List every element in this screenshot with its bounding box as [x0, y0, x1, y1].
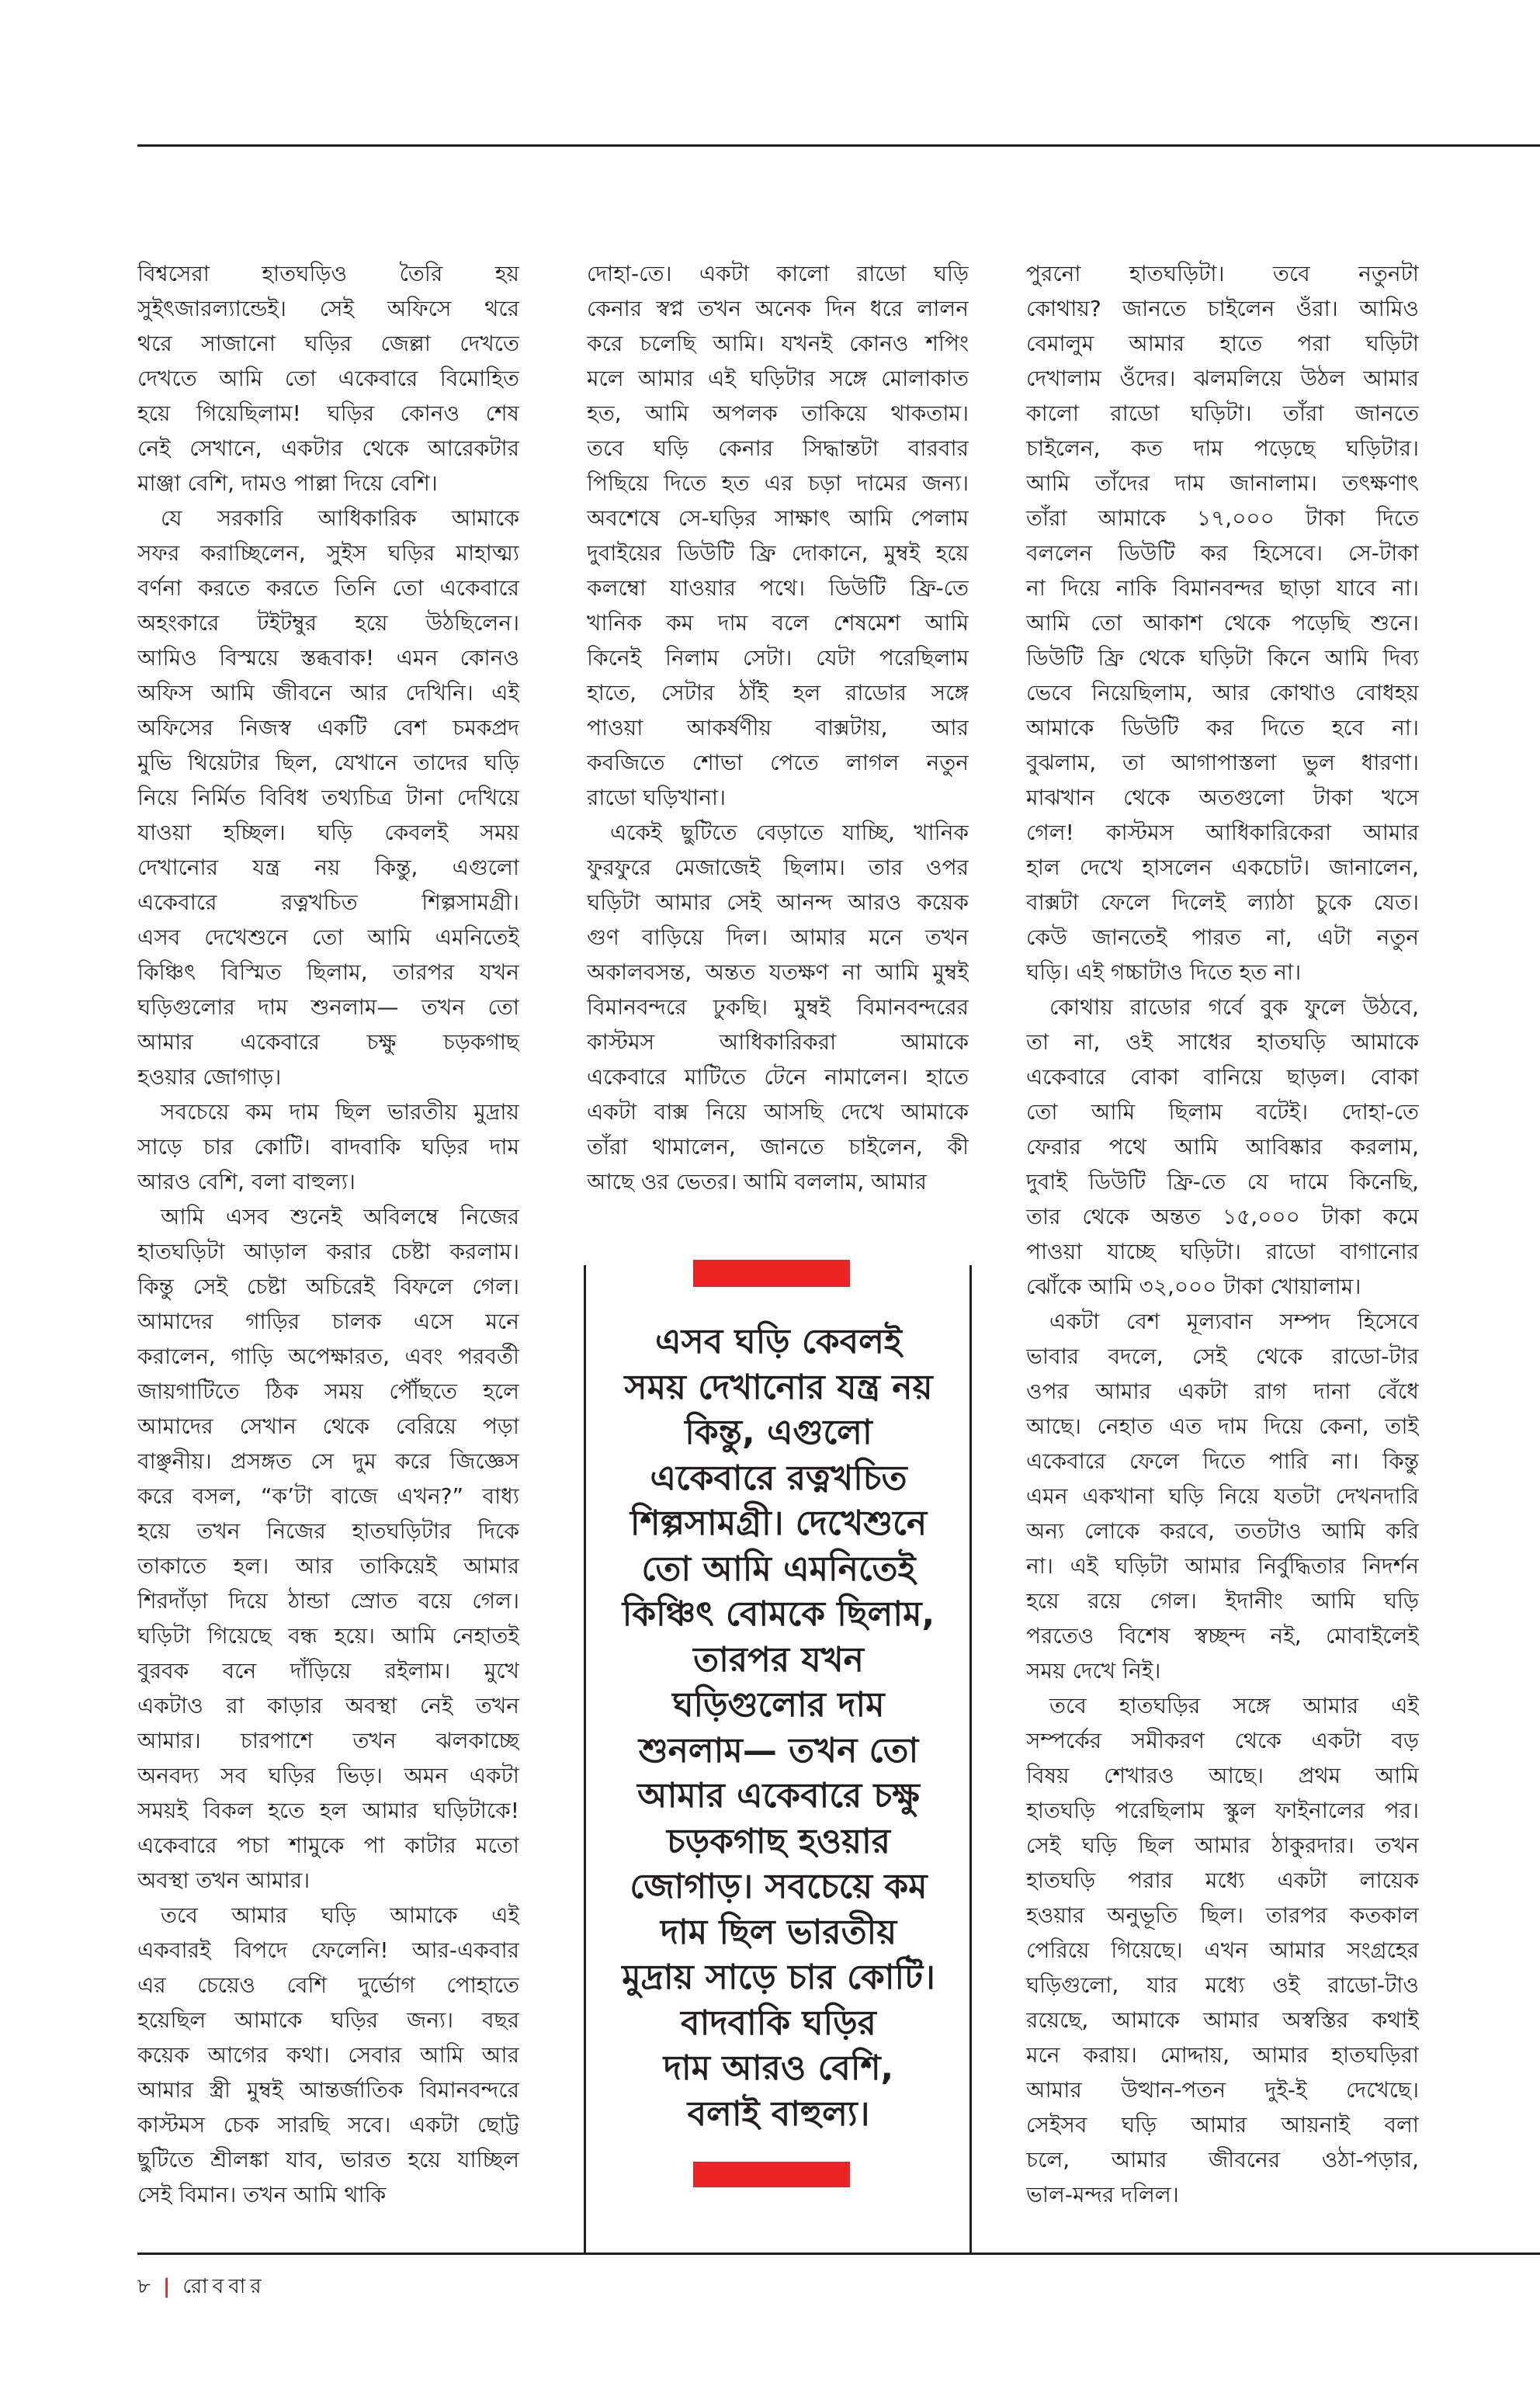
pull-quote-line: তারপর যখন — [693, 1639, 864, 1680]
text-line: জায়গাটিতে ঠিক সময় পৌঁছতে হলে — [137, 1379, 519, 1404]
text-line: ঘড়ি। এই গচ্চাটাও দিতে হত না। — [1026, 959, 1302, 985]
pull-quote-line: ঘড়িগুলোর দাম — [672, 1685, 885, 1725]
text-line: হাল দেখে হাসলেন একচোট। জানালেন, — [1026, 855, 1419, 880]
text-line: হয়ে তখন নিজের হাতঘড়িটার দিকে — [137, 1518, 519, 1544]
text-line: কিঞ্চিৎ বিস্মিত ছিলাম, তারপর যখন — [137, 959, 519, 985]
text-line: মনে করায়। মোদ্দায়, আমার হাতঘড়িরা — [1026, 2042, 1419, 2068]
text-line: ওপর আমার একটা রাগ দানা বেঁধে — [1026, 1379, 1419, 1404]
text-line: দেখালাম ওঁদের। ঝলমলিয়ে উঠল আমার — [1026, 366, 1419, 391]
text-line: একেবারে বোকা বানিয়ে ছাড়ল। বোকা — [1026, 1064, 1419, 1090]
text-line: পাওয়া আকর্ষণীয় বাক্সটায়, আর — [587, 715, 969, 740]
text-line: এমন একখানা ঘড়ি নিয়ে যতটা দেখনদারি — [1026, 1483, 1419, 1509]
text-line: তবে হাতঘড়ির সঙ্গে আমার এই — [1049, 1693, 1419, 1718]
text-line: বিশ্বসেরা হাতঘড়িও তৈরি হয় — [137, 261, 519, 286]
text-line: রয়েছে, আমাকে আমার অস্বস্তির কথাই — [1026, 2007, 1419, 2033]
text-line: অকালবসন্ত, অন্তত যতক্ষণ না আমি মুম্বই — [587, 959, 969, 985]
text-line: বাঞ্ছনীয়। প্রসঙ্গত সে দুম করে জিজ্ঞেস — [137, 1448, 519, 1474]
text-line: ভেবে নিয়েছিলাম, আর কোথাও বোধহয় — [1026, 680, 1419, 706]
text-line: আমি তো আকাশ থেকে পড়েছি শুনে। — [1026, 610, 1419, 636]
page-footer — [137, 2270, 266, 2305]
text-line: এসব দেখেশুনে তো আমি এমনিতেই — [137, 924, 519, 950]
text-line: ছুটিতে শ্রীলঙ্কা যাব, ভারত হয়ে যাচ্ছিল — [137, 2147, 519, 2173]
text-line: তাঁরা থামালেন, জানতে চাইলেন, কী — [587, 1134, 969, 1160]
text-line: থরে সাজানো ঘড়ির জেল্লা দেখতে — [137, 331, 519, 356]
article-column-3 — [1026, 256, 1419, 2212]
text-line: খানিক কম দাম বলে শেষমেশ আমি — [587, 610, 969, 636]
pull-quote-line: জোগাড়। সবচেয়ে কম — [630, 1867, 928, 1906]
text-line: কেউ জানতেই পারত না, এটা নতুন — [1026, 924, 1419, 950]
text-line: বর্ণনা করতে করতে তিনি তো একেবারে — [137, 575, 519, 601]
article-column-2 — [587, 256, 969, 1199]
text-line: কাস্টমস চেক সারছি সবে। একটা ছোট্ট — [137, 2112, 519, 2138]
text-line: গুণ বাড়িয়ে দিল। আমার মনে তখন — [587, 924, 969, 950]
text-line: হয়ে রয়ে গেল। ইদানীং আমি ঘড়ি — [1026, 1588, 1419, 1614]
pull-quote-line: শুনলাম— তখন তো — [638, 1730, 919, 1770]
pull-quote-line: আমার একেবারে চক্ষু — [637, 1776, 920, 1816]
text-line: তবে ঘড়ি কেনার সিদ্ধান্তটা বারবার — [587, 435, 969, 461]
text-line: সম্পর্কের সমীকরণ থেকে একটা বড় — [1026, 1728, 1419, 1753]
text-line: অবশেষে সে-ঘড়ির সাক্ষাৎ আমি পেলাম — [587, 505, 969, 531]
text-line: ফেরার পথে আমি আবিষ্কার করলাম, — [1026, 1134, 1419, 1160]
text-line: বুরবক বনে দাঁড়িয়ে রইলাম। মুখে — [137, 1658, 519, 1684]
pull-quote — [590, 1320, 967, 2137]
text-line: ডিউটি ফ্রি থেকে ঘড়িটা কিনে আমি দিব্য — [1026, 645, 1419, 671]
text-line: কলম্বো যাওয়ার পথে। ডিউটি ফ্রি-তে — [587, 575, 969, 601]
text-line: ফুরফুরে মেজাজেই ছিলাম। তার ওপর — [587, 855, 969, 880]
text-line: কাস্টমস আধিকারিকরা আমাকে — [587, 1029, 969, 1055]
text-line: কালো রাডো ঘড়িটা। তাঁরা জানতে — [1026, 401, 1419, 426]
text-line: হত, আমি অপলক তাকিয়ে থাকতাম। — [587, 401, 969, 426]
text-line: আমার স্ত্রী মুম্বই আন্তর্জাতিক বিমানবন্দরে — [137, 2077, 519, 2103]
article-column-1 — [137, 256, 519, 2212]
text-line: ভাবার বদলে, সেই থেকে রাডো-টার — [1026, 1344, 1419, 1369]
text-line: কয়েক আগের কথা। সেবার আমি আর — [137, 2042, 519, 2068]
text-line: রাডো ঘড়িখানা। — [587, 785, 727, 810]
text-line: সময় দেখে নিই। — [1026, 1658, 1161, 1684]
page-number: ৮ — [137, 2275, 155, 2298]
text-line: অফিসের নিজস্ব একটি বেশ চমকপ্রদ — [137, 715, 519, 740]
text-line: কিন্তু সেই চেষ্টা অচিরেই বিফলে গেল। — [137, 1274, 519, 1299]
text-line: তবে আমার ঘড়ি আমাকে এই — [161, 1902, 519, 1928]
text-line: বুঝলাম, তা আগাপাস্তলা ভুল ধারণা। — [1026, 750, 1419, 775]
pull-quote-top-bar — [693, 1260, 850, 1287]
text-line: পাওয়া যাচ্ছে ঘড়িটা। রাডো বাগানোর — [1026, 1239, 1419, 1264]
text-line: আছে ওর ভেতর। আমি বললাম, আমার — [587, 1169, 927, 1195]
text-line: ঘড়িটা আমার সেই আনন্দ আরও কয়েক — [587, 890, 969, 915]
pull-quote-line: মুদ্রায় সাড়ে চার কোটি। — [622, 1958, 935, 1997]
text-line: আমার উত্থান-পতন দুই-ই দেখেছে। — [1026, 2077, 1419, 2103]
text-line: আমি এসব শুনেই অবিলম্বে নিজের — [161, 1204, 519, 1229]
text-line: দেখতে আমি তো একেবারে বিমোহিত — [137, 366, 519, 391]
text-line: আমাকে ডিউটি কর দিতে হবে না। — [1026, 715, 1419, 740]
text-line: অবস্থা তখন আমার। — [137, 1868, 310, 1893]
text-line: গেল! কাস্টমস আধিকারিকেরা আমার — [1026, 820, 1419, 845]
text-line: হওয়ার জোগাড়। — [137, 1064, 282, 1090]
pull-quote-line: এসব ঘড়ি কেবলই — [655, 1322, 902, 1361]
text-line: সফর করাচ্ছিলেন, সুইস ঘড়ির মাহাত্ম্য — [137, 540, 519, 566]
text-line: বিষয় শেখারও আছে। প্রথম আমি — [1026, 1763, 1419, 1788]
text-line: সাড়ে চার কোটি। বাদবাকি ঘড়ির দাম — [137, 1134, 519, 1160]
text-line: বাক্সটা ফেলে দিলেই ল্যাঠা চুকে যেত। — [1026, 890, 1419, 915]
text-line: দুবাইয়ের ডিউটি ফ্রি দোকানে, মুম্বই হয়ে — [587, 540, 969, 566]
pull-quote-line: দাম আরও বেশি, — [663, 2048, 894, 2088]
text-line: একেবারে রত্নখচিত শিল্পসামগ্রী। — [137, 890, 519, 915]
text-line: পুরনো হাতঘড়িটা। তবে নতুনটা — [1026, 261, 1419, 286]
text-line: হাতঘড়ি পরার মধ্যে একটা লায়েক — [1026, 1868, 1419, 1893]
pull-quote-line: দাম ছিল ভারতীয় — [660, 1912, 897, 1952]
text-line: পরতেও বিশেষ স্বচ্ছন্দ নই, মোবাইলেই — [1026, 1623, 1419, 1649]
text-line: একেবারে পচা শামুকে পা কাটার মতো — [137, 1833, 519, 1858]
text-line: তার থেকে অন্তত ১৫,০০০ টাকা কমে — [1026, 1204, 1419, 1229]
pull-quote-line: তো আমি এমনিতেই — [641, 1549, 916, 1589]
text-line: যাওয়া হচ্ছিল। ঘড়ি কেবলই সময় — [137, 820, 519, 845]
text-line: অফিস আমি জীবনে আর দেখিনি। এই — [137, 680, 519, 706]
text-line: দোহা-তে। একটা কালো রাডো ঘড়ি — [587, 261, 969, 286]
text-line: একটাও রা কাড়ার অবস্থা নেই তখন — [137, 1693, 519, 1718]
pull-quote-line: চড়কগাছ হওয়ার — [667, 1821, 890, 1861]
text-line: নেই সেখানে, একটার থেকে আরেকটার — [137, 435, 519, 461]
text-line: বিমানবন্দরে ঢুকছি। মুম্বই বিমানবন্দরের — [587, 994, 969, 1020]
text-line: এর চেয়েও বেশি দুর্ভোগ পোহাতে — [137, 1972, 519, 1998]
text-line: যে সরকারি আধিকারিক আমাকে — [161, 505, 519, 531]
text-line: আমিও বিস্ময়ে স্তব্ধবাক! এমন কোনও — [137, 645, 519, 671]
text-line: মলে আমার এই ঘড়িটার সঙ্গে মোলাকাত — [587, 366, 969, 391]
text-line: মুভি থিয়েটার ছিল, যেখানে তাদের ঘড়ি — [137, 750, 519, 775]
text-line: পেরিয়ে গিয়েছে। এখন আমার সংগ্রহের — [1026, 1937, 1419, 1963]
text-line: অহংকারে টইটম্বুর হয়ে উঠছিলেন। — [137, 610, 519, 636]
text-line: হাতঘড়ি পরেছিলাম স্কুল ফাইনালের পর। — [1026, 1798, 1419, 1823]
text-line: একেবারে ফেলে দিতে পারি না। কিন্তু — [1026, 1448, 1419, 1474]
text-line: না দিয়ে নাকি বিমানবন্দর ছাড়া যাবে না। — [1026, 575, 1419, 601]
text-line: আমার। চারপাশে তখন ঝলকাচ্ছে — [137, 1728, 519, 1753]
text-line: আছে। নেহাত এত দাম দিয়ে কেনা, তাই — [1026, 1413, 1419, 1439]
text-line: হওয়ার অনুভূতি ছিল। তারপর কতকাল — [1026, 1902, 1419, 1928]
text-line: ঘড়িগুলোর দাম শুনলাম— তখন তো — [137, 994, 519, 1020]
footer-separator: | — [162, 2275, 175, 2298]
text-line: কবজিতে শোভা পেতে লাগল নতুন — [587, 750, 969, 775]
pull-quote-line: বাদবাকি ঘড়ির — [681, 2003, 876, 2043]
text-line: করে বসল, “ক’টা বাজে এখন?” বাধ্য — [137, 1483, 519, 1509]
text-line: আমাদের সেখান থেকে বেরিয়ে পড়া — [137, 1413, 519, 1439]
pull-quote-line: কিন্তু, এগুলো — [685, 1413, 872, 1452]
text-line: পিছিয়ে দিতে হত এর চড়া দামের জন্য। — [587, 470, 969, 496]
text-line: হাতঘড়িটা আড়াল করার চেষ্টা করলাম। — [137, 1239, 519, 1264]
text-line: তাঁরা আমাকে ১৭,০০০ টাকা দিতে — [1026, 505, 1419, 531]
text-line: তো আমি ছিলাম বটেই। দোহা-তে — [1026, 1099, 1419, 1125]
text-line: একটা বেশ মূল্যবান সম্পদ হিসেবে — [1049, 1309, 1419, 1334]
text-line: একেই ছুটিতে বেড়াতে যাচ্ছি, খানিক — [610, 820, 969, 845]
text-line: মাঝখান থেকে অতগুলো টাকা খসে — [1026, 785, 1419, 810]
text-line: আমাদের গাড়ির চালক এসে মনে — [137, 1309, 519, 1334]
text-line: করে চলেছি আমি। যখনই কোনও শপিং — [587, 331, 969, 356]
text-line: আমি তাঁদের দাম জানালাম। তৎক্ষণাৎ — [1026, 470, 1419, 496]
text-line: তাকাতে হল। আর তাকিয়েই আমার — [137, 1553, 519, 1579]
text-line: একেবারে মাটিতে টেনে নামালেন। হাতে — [587, 1064, 969, 1090]
text-line: মাঞ্জা বেশি, দামও পাল্লা দিয়ে বেশি। — [137, 470, 438, 496]
text-line: একবারই বিপদে ফেলেনি! আর-একবার — [137, 1937, 519, 1963]
text-line: সবচেয়ে কম দাম ছিল ভারতীয় মুদ্রায় — [161, 1099, 519, 1125]
pull-quote-line: শিল্পসামগ্রী। দেখেশুনে — [630, 1503, 928, 1543]
text-line: দুবাই ডিউটি ফ্রি-তে যে দামে কিনেছি, — [1026, 1169, 1419, 1195]
text-line: আমার একেবারে চক্ষু চড়কগাছ — [137, 1029, 519, 1055]
text-line: ঝোঁকে আমি ৩২,০০০ টাকা খোয়ালাম। — [1026, 1274, 1361, 1299]
text-line: চাইলেন, কত দাম পড়েছে ঘড়িটার। — [1026, 435, 1419, 461]
text-line: ভাল-মন্দর দলিল। — [1026, 2182, 1179, 2207]
text-line: একটা বাক্স নিয়ে আসছি দেখে আমাকে — [587, 1099, 969, 1125]
text-line: শিরদাঁড়া দিয়ে ঠান্ডা স্রোত বয়ে গেল। — [137, 1588, 519, 1614]
text-line: হয়ে গিয়েছিলাম! ঘড়ির কোনও শেষ — [137, 401, 519, 426]
text-line: অন্য লোকে করবে, ততটাও আমি করি — [1026, 1518, 1419, 1544]
pull-quote-line: কিঞ্চিৎ বোমকে ছিলাম, — [622, 1594, 935, 1634]
text-line: হয়েছিল আমাকে ঘড়ির জন্য। বছর — [137, 2007, 519, 2033]
text-line: কেনার স্বপ্ন তখন অনেক দিন ধরে লালন — [587, 296, 969, 321]
pull-quote-line: একেবারে রত্নখচিত — [650, 1458, 907, 1498]
text-line: করালেন, গাড়ি অপেক্ষারত, এবং পরবর্তী — [137, 1344, 519, 1369]
text-line: নিয়ে নির্মিত বিবিধ তথ্যচিত্র টানা দেখিয়ে — [137, 785, 519, 810]
publication-name: রোববার — [182, 2275, 266, 2298]
text-line: ঘড়িগুলো, যার মধ্যে ওই রাডো-টাও — [1026, 1972, 1419, 1998]
text-line: আরও বেশি, বলা বাহুল্য। — [137, 1169, 356, 1195]
text-line: অনবদ্য সব ঘড়ির ভিড়। অমন একটা — [137, 1763, 519, 1788]
text-line: ঘড়িটা গিয়েছে বন্ধ হয়ে। আমি নেহাতই — [137, 1623, 519, 1649]
text-line: কিনেই নিলাম সেটা। যেটা পরেছিলাম — [587, 645, 969, 671]
text-line: কোথায়? জানতে চাইলেন ওঁরা। আমিও — [1026, 296, 1419, 321]
text-line: বেমালুম আমার হাতে পরা ঘড়িটা — [1026, 331, 1419, 356]
text-line: কোথায় রাডোর গর্বে বুক ফুলে উঠবে, — [1049, 994, 1419, 1020]
text-line: সেই বিমান। তখন আমি থাকি — [137, 2182, 387, 2207]
text-line: বললেন ডিউটি কর হিসেবে। সে-টাকা — [1026, 540, 1419, 566]
text-line: সময়ই বিকল হতে হল আমার ঘড়িটাকে! — [137, 1798, 519, 1823]
text-line: তা না, ওই সাধের হাতঘড়ি আমাকে — [1026, 1029, 1419, 1055]
text-line: চলে, আমার জীবনের ওঠা-পড়ার, — [1026, 2147, 1419, 2173]
text-line: সুইৎজারল্যান্ডেই। সেই অফিসে থরে — [137, 296, 519, 321]
pull-quote-bottom-bar — [693, 2162, 850, 2187]
text-line: সেই ঘড়ি ছিল আমার ঠাকুরদার। তখন — [1026, 1833, 1419, 1858]
header-rule — [137, 144, 1540, 147]
text-line: দেখানোর যন্ত্র নয় কিন্তু, এগুলো — [137, 855, 519, 880]
text-line: সেইসব ঘড়ি আমার আয়নাই বলা — [1026, 2112, 1419, 2138]
text-line: না। এই ঘড়িটা আমার নির্বুদ্ধিতার নিদর্শন — [1026, 1553, 1419, 1579]
footer-rule — [137, 2253, 1540, 2255]
pull-quote-line: বলাই বাহুল্য। — [687, 2093, 870, 2134]
text-line: হাতে, সেটার ঠাঁই হল রাডোর সঙ্গে — [587, 680, 969, 706]
pull-quote-line: সময় দেখানোর যন্ত্র নয় — [624, 1367, 933, 1407]
